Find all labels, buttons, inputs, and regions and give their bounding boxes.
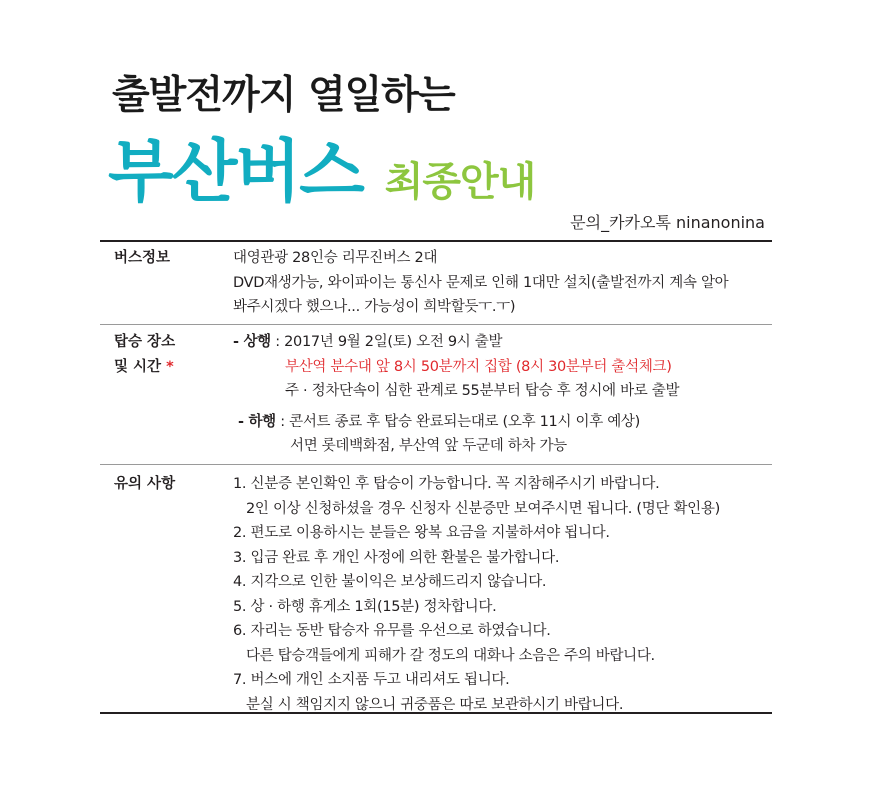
- down-trip-schedule: 콘서트 종료 후 탑승 완료되는대로 (오후 11시 이후 예상): [289, 413, 640, 430]
- up-trip-schedule: 2017년 9월 2일(토) 오전 9시 출발: [284, 334, 503, 350]
- notes-content: [233, 472, 772, 717]
- section-divider: [100, 324, 772, 325]
- note-text: 4. 지각으로 인한 불이익은 보상해드리지 않습니다.: [233, 574, 547, 590]
- note-continuation: 다른 탑승객들에게 피해가 갈 정도의 대화나 소음은 주의 바랍니다.: [246, 647, 655, 664]
- section-label-bus-info: 버스정보: [114, 250, 171, 266]
- up-trip-note: 주 · 정차단속이 심한 관계로 55분부터 탑승 후 정시에 바로 출발: [285, 383, 680, 399]
- bus-info-line: 대영관광 28인승 리무진버스 2대: [233, 250, 438, 266]
- list-item: [233, 570, 772, 595]
- headline: 출발전까지 열일하는: [112, 73, 455, 118]
- label-line-text: 및 시간: [114, 359, 162, 375]
- down-trip-head: - 하행: [238, 413, 276, 430]
- separator: :: [275, 413, 290, 430]
- section-divider: [100, 464, 772, 465]
- note-continuation: 2인 이상 신청하셨을 경우 신청자 신분증만 보여주시면 됩니다. (명단 확인용): [246, 500, 720, 517]
- note-text: 3. 입금 완료 후 개인 사정에 의한 환불은 불가합니다.: [233, 549, 560, 566]
- separator: :: [270, 334, 285, 350]
- table-top-rule: [100, 240, 772, 242]
- down-trip-line: [233, 410, 772, 435]
- list-item: [233, 668, 772, 717]
- section-label-notes: 유의 사항: [114, 476, 176, 492]
- label-line: [114, 355, 224, 380]
- list-item: [233, 546, 772, 571]
- page-title: 부산버스: [108, 133, 363, 212]
- list-item: [233, 595, 772, 620]
- bus-info-content: [233, 246, 772, 320]
- bus-info-line: DVD재생가능, 와이파이는 통신사 문제로 인해 1대만 설치(출발전까지 계속 알아: [233, 274, 729, 291]
- section-bus-info: [100, 246, 772, 320]
- note-text: 7. 버스에 개인 소지품 두고 내리셔도 됩니다.: [233, 672, 510, 688]
- boarding-content: [233, 330, 772, 459]
- bus-info-line: 봐주시겠다 했으나... 가능성이 희박할듯ㅜ.ㅜ): [233, 299, 516, 315]
- section-notes: [100, 472, 772, 713]
- note-continuation: 분실 시 책임지지 않으니 귀중품은 따로 보관하시기 바랍니다.: [246, 696, 624, 713]
- required-mark: *: [166, 359, 174, 375]
- up-trip-line: [233, 330, 772, 355]
- note-text: 6. 자리는 동반 탑승자 유무를 우선으로 하였습니다.: [233, 623, 551, 639]
- label-line: 탑승 장소: [114, 334, 176, 350]
- list-item: [233, 619, 772, 668]
- table-bottom-rule: [100, 712, 772, 714]
- title-row: [108, 118, 535, 215]
- note-text: 1. 신분증 본인확인 후 탑승이 가능합니다. 꼭 지참해주시기 바랍니다.: [233, 476, 660, 492]
- list-item: [233, 521, 772, 546]
- page-subtitle: 최종안내: [384, 159, 536, 205]
- note-text: 5. 상 · 하행 휴게소 1회(15분) 정차합니다.: [233, 598, 497, 615]
- list-item: [233, 472, 772, 521]
- up-trip-head: - 상행: [233, 334, 271, 350]
- contact-info: 문의_카카오톡 ninanonina: [570, 213, 765, 232]
- note-text: 2. 편도로 이용하시는 분들은 왕복 요금을 지불하셔야 됩니다.: [233, 525, 610, 541]
- down-trip-dropoff: 서면 롯데백화점, 부산역 앞 두군데 하차 가능: [290, 438, 567, 454]
- section-label-boarding: [114, 330, 224, 380]
- section-boarding: [100, 330, 772, 460]
- up-trip-meeting: 부산역 분수대 앞 8시 50분까지 집합 (8시 30분부터 출석체크): [285, 358, 672, 375]
